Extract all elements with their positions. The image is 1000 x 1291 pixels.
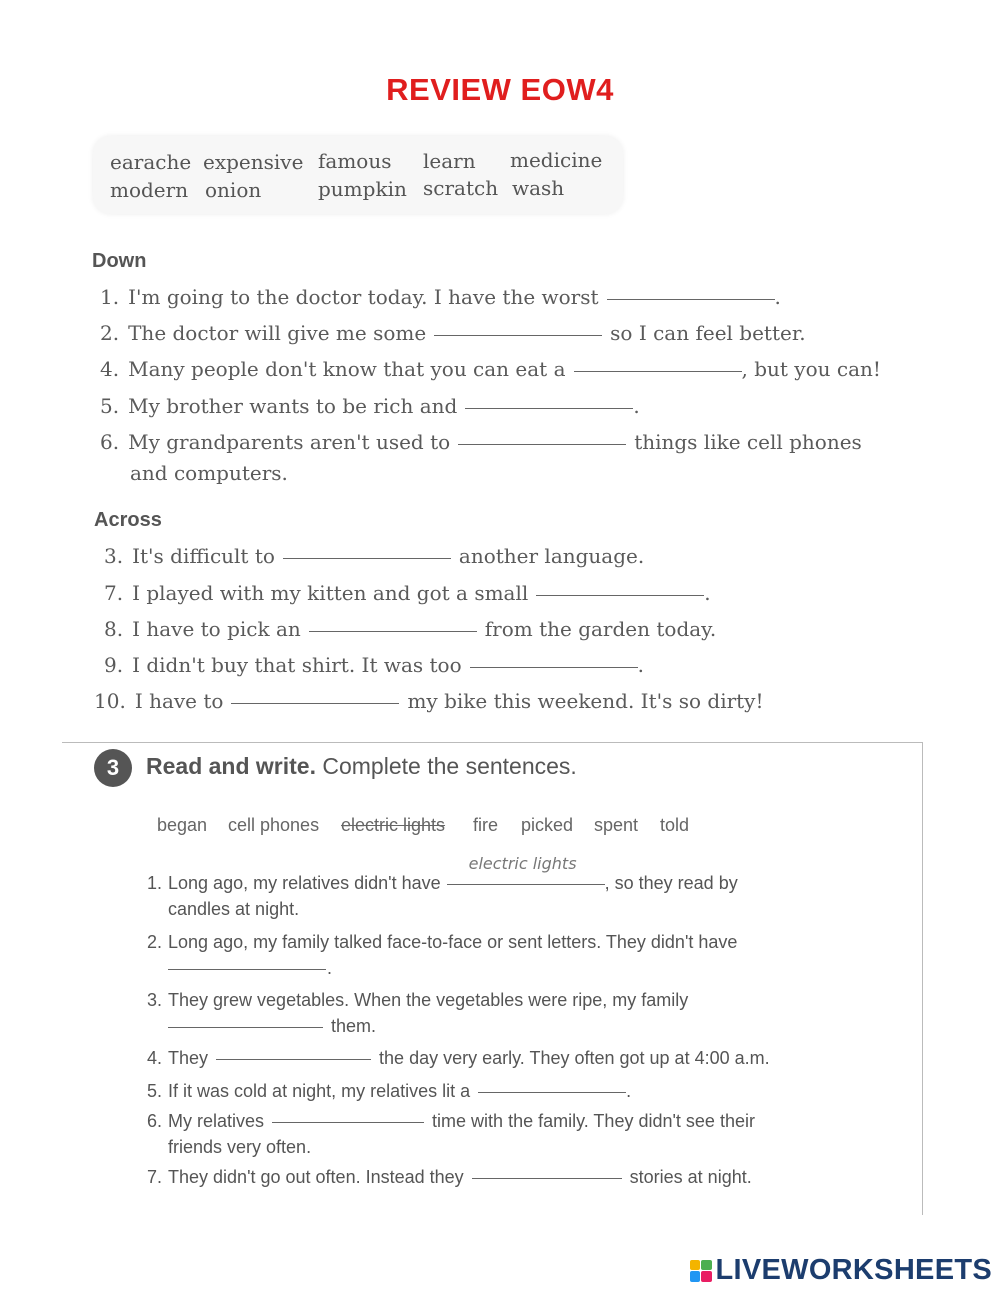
clue-text: . [633,394,640,418]
word-bank-item: famous [318,149,392,173]
word-bank-item: medicine [510,148,603,172]
clue-text: Many people don't know that you can eat a [128,357,566,381]
word-bank-2-item: fire [473,815,499,835]
answer-blank[interactable] [607,298,775,300]
word-bank-item: scratch [423,176,499,200]
sentence-text: Long ago, my relatives didn't have [168,873,441,893]
sentence-text: They grew vegetables. When the vegetables were ripe, my family [168,990,689,1010]
sentence-text: , so they read by [604,873,738,893]
sentence-1-continued: candles at night. [168,899,300,919]
answer-blank[interactable] [574,370,742,372]
word-bank-2-item: told [660,815,690,835]
clue-text: , but you can! [741,357,881,381]
clue-text: My brother wants to be rich and [128,394,458,418]
sentence-text: stories at night. [629,1167,752,1187]
down-clue-5 [100,394,640,418]
clue-number: 4. [100,357,120,381]
section-3-title [146,753,577,780]
word-bank-2-item: began [157,815,208,835]
logo-square [690,1271,701,1282]
clue-text: It's difficult to [132,544,275,568]
section-3-title-rest: Complete the sentences. [322,753,577,779]
clue-text: My grandparents aren't used to [128,430,451,454]
answer-blank[interactable] [283,557,451,559]
logo-icon [690,1260,712,1282]
answer-blank[interactable] [458,443,626,445]
logo-square [701,1271,712,1282]
clue-text: . [774,285,781,309]
answer-blank[interactable] [168,1026,323,1028]
section-3-title-bold: Read and write. [146,753,316,779]
sentence-text: If it was cold at night, my relatives lit a [168,1081,471,1101]
word-bank-item: modern [110,178,189,202]
sentence-text: Long ago, my family talked face-to-face or sent letters. They didn't have [168,932,738,952]
logo-text: LIVEWORKSHEETS [715,1254,992,1286]
sentence-text: They didn't go out often. Instead they [168,1167,464,1187]
sentence-3 [147,990,688,1011]
sentence-text: . [327,958,333,978]
down-clue-1 [100,285,781,309]
sentence-5 [147,1081,631,1102]
word-bank-item: learn [423,149,476,173]
clue-number: 1. [100,285,120,309]
sentence-4 [147,1048,770,1069]
clue-text: I didn't buy that shirt. It was too [132,653,462,677]
clue-text: things like cell phones [634,430,862,454]
down-clue-2 [100,321,806,345]
clue-number: 8. [104,617,124,641]
sentence-7 [147,1167,752,1188]
clue-text: I'm going to the doctor today. I have the worst [128,285,599,309]
sentence-text: My relatives [168,1111,265,1131]
section-number-badge: 3 [94,749,132,787]
sentence-number: 5. [147,1081,163,1101]
word-bank-2-item-used: electric lights [341,815,446,835]
clue-text: I played with my kitten and got a small [132,581,529,605]
word-bank-item: wash [512,176,565,200]
clue-text: my bike this weekend. It's so dirty! [407,689,764,713]
sentence-2 [147,932,737,953]
example-answer-text: electric lights [468,854,577,873]
sentence-number: 7. [147,1167,163,1187]
sentence-1 [147,854,738,894]
liveworksheets-logo [690,1254,993,1287]
answer-blank[interactable] [536,594,704,596]
word-bank-item: pumpkin [318,177,407,201]
clue-number: 9. [104,653,124,677]
clue-number: 5. [100,394,120,418]
clue-number: 2. [100,321,120,345]
sentence-text: time with the family. They didn't see their [432,1111,755,1131]
logo-square [701,1260,712,1271]
sentence-6-continued: friends very often. [168,1137,312,1157]
word-bank [93,136,623,214]
example-answer [447,854,605,894]
clue-text: from the garden today. [484,617,717,641]
answer-blank[interactable] [309,630,477,632]
sentence-6 [147,1111,755,1132]
sentence-text: . [626,1081,632,1101]
clue-text: . [637,653,644,677]
answer-blank[interactable] [470,666,638,668]
word-bank-2-item: spent [594,815,639,835]
clue-text: The doctor will give me some [128,321,427,345]
clue-number: 3. [104,544,124,568]
sentence-2-continued [168,958,332,979]
word-bank-item: earache [110,150,192,174]
answer-blank[interactable] [465,407,633,409]
clue-text: . [704,581,711,605]
clue-number: 7. [104,581,124,605]
logo-square [690,1260,701,1271]
down-clue-4 [100,357,881,381]
answer-blank[interactable] [434,334,602,336]
clue-text: another language. [458,544,645,568]
answer-blank[interactable] [216,1058,371,1060]
answer-blank[interactable] [168,968,326,970]
clue-text: so I can feel better. [610,321,806,345]
word-bank-2-item: cell phones [228,815,320,835]
across-clue-3 [104,544,644,568]
answer-line [447,883,605,885]
clue-number: 6. [100,430,120,454]
sentence-number: 1. [147,873,163,893]
word-bank-2-item: picked [521,815,574,835]
sentence-number: 3. [147,990,163,1010]
sentence-number: 2. [147,932,163,952]
across-heading: Across [94,509,162,531]
answer-blank[interactable] [272,1121,424,1123]
sentence-text: They [168,1048,209,1068]
across-clue-10 [94,689,764,713]
across-clue-8 [104,617,716,641]
clue-number: 10. [94,689,126,713]
word-bank-item: expensive [203,150,304,174]
clue-text: I have to pick an [132,617,301,641]
answer-blank[interactable] [478,1091,626,1093]
sentence-number: 6. [147,1111,163,1131]
across-clue-9 [104,653,644,677]
worksheet-title: REVIEW EOW4 [386,72,614,107]
clue-text: I have to [134,689,224,713]
answer-blank[interactable] [472,1177,622,1179]
word-bank-item: onion [205,178,262,202]
answer-blank[interactable] [231,702,399,704]
down-clue-6 [100,430,862,454]
down-clue-6-continued: and computers. [130,461,288,485]
sentence-text: the day very early. They often got up at 4:00 a.m. [379,1048,770,1068]
across-clue-7 [104,581,711,605]
down-heading: Down [92,250,147,272]
sentence-text: them. [331,1016,377,1036]
sentence-3-continued [168,1016,376,1037]
sentence-number: 4. [147,1048,163,1068]
